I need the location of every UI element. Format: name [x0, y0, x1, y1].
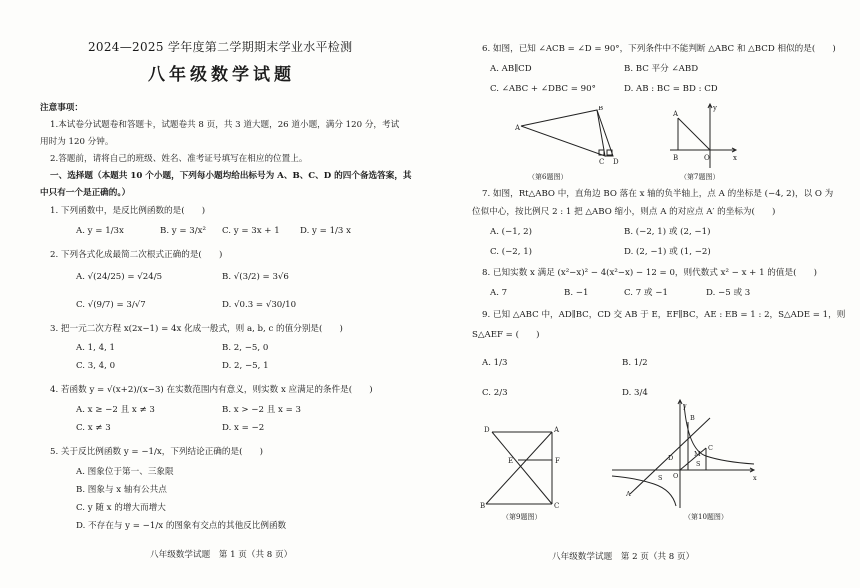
q8-option-b: B. −1 — [564, 288, 589, 298]
svg-text:x: x — [753, 474, 757, 482]
q1-option-b: B. y = 3/x² — [160, 226, 206, 236]
svg-text:B: B — [690, 414, 695, 422]
svg-text:F: F — [555, 457, 560, 465]
q7-option-a: A. (−1, 2) — [490, 227, 532, 237]
q5-option-b: B. 图象与 x 轴有公共点 — [76, 485, 167, 495]
svg-text:B: B — [480, 502, 486, 510]
svg-text:O: O — [704, 154, 710, 162]
q4-option-c: C. x ≠ 3 — [76, 423, 111, 433]
svg-text:x: x — [733, 154, 737, 162]
svg-text:S: S — [696, 460, 701, 468]
q8-option-d: D. −5 或 3 — [706, 288, 751, 298]
svg-text:y: y — [683, 402, 687, 410]
q4-option-b: B. x > −2 且 x = 3 — [222, 405, 301, 415]
svg-text:C: C — [599, 158, 605, 166]
q6-option-d: D. AB : BC = BD : CD — [624, 84, 718, 94]
q4-option-d: D. x = −2 — [222, 423, 265, 433]
q6-option-a: A. AB∥CD — [490, 64, 532, 74]
q3-option-d: D. 2, −5, 1 — [222, 361, 269, 371]
q6-option-c: C. ∠ABC + ∠DBC = 90° — [490, 84, 596, 94]
page-1 — [0, 0, 425, 588]
page-1-footer: 八年级数学试题 第 1 页（共 8 页） — [150, 550, 293, 560]
exam-header: 2024—2025 学年度第二学期期末学业水平检测 — [88, 40, 353, 54]
notice-2: 2.答题前，请将自己的班级、姓名、准考证号填写在相应的位置上。 — [50, 154, 308, 164]
svg-text:B: B — [598, 106, 604, 112]
svg-text:S: S — [658, 474, 663, 482]
figure-6-caption: （第6题图） — [528, 173, 568, 181]
q4-option-a: A. x ≥ −2 且 x ≠ 3 — [76, 405, 155, 415]
svg-text:y: y — [713, 104, 717, 112]
q5-option-a: A. 图象位于第一、三象限 — [76, 467, 174, 477]
q1-option-a: A. y = 1/3x — [76, 226, 124, 236]
page-2 — [430, 0, 860, 588]
question-4: 4. 若函数 y = √(x+2)/(x−3) 在实数范围内有意义，则实数 x 应满足的条件是( ) — [50, 385, 373, 395]
q9-option-b: B. 1/2 — [622, 358, 648, 368]
svg-text:D: D — [484, 426, 490, 434]
q9-option-a: A. 1/3 — [482, 358, 508, 368]
figure-7-caption: （第7题图） — [680, 173, 720, 181]
svg-text:M: M — [694, 450, 701, 458]
q5-option-d: D. 不存在与 y = −1/x 的图象有交点的其他反比例函数 — [76, 521, 287, 531]
section-1b: 中只有一个是正确的。） — [40, 188, 131, 198]
q9-option-d: D. 3/4 — [622, 388, 648, 398]
svg-text:C: C — [554, 502, 560, 510]
figure-10-diagram — [610, 398, 760, 510]
question-5: 5. 关于反比例函数 y = −1/x，下列结论正确的是( ) — [50, 447, 263, 457]
svg-text:A: A — [515, 124, 521, 132]
svg-text:D: D — [613, 158, 619, 166]
q8-option-a: A. 7 — [490, 288, 508, 298]
svg-text:A: A — [673, 110, 679, 118]
question-9a: 9. 已知 △ABC 中，AD∥BC，CD 交 AB 于 E，EF∥BC，AE : EB = 1 : 2，S△ADE = 1，则 — [482, 310, 846, 320]
svg-text:A: A — [554, 426, 560, 434]
svg-text:D: D — [668, 454, 674, 462]
figure-6-diagram — [515, 106, 635, 172]
section-1a: 一、选择题（本题共 10 个小题，下列每小题均给出标号为 A、B、C、D 的四个备选答案，其 — [50, 171, 412, 181]
q7-option-d: D. (2, −1) 或 (1, −2) — [624, 247, 711, 257]
q7-option-c: C. (−2, 1) — [490, 247, 533, 257]
question-9b: S△AEF = ( ) — [472, 330, 540, 340]
q1-option-d: D. y = 1/3 x — [300, 226, 351, 236]
question-3: 3. 把一元二次方程 x(2x−1) = 4x 化成一般式，则 a, b, c 的值分别是( ) — [50, 324, 343, 334]
svg-text:C: C — [708, 444, 713, 452]
question-2: 2. 下列各式化成最简二次根式正确的是( ) — [50, 250, 223, 260]
q2-option-b: B. √(3/2) = 3√6 — [222, 272, 289, 282]
svg-text:E: E — [508, 457, 514, 465]
figure-9-diagram — [480, 420, 564, 510]
q7-option-b: B. (−2, 1) 或 (2, −1) — [624, 227, 711, 237]
q1-option-c: C. y = 3x + 1 — [222, 226, 280, 236]
q3-option-a: A. 1, 4, 1 — [76, 343, 115, 353]
svg-text:A: A — [626, 490, 631, 498]
q3-option-c: C. 3, 4, 0 — [76, 361, 116, 371]
q8-option-c: C. 7 或 −1 — [624, 288, 668, 298]
q9-option-c: C. 2/3 — [482, 388, 508, 398]
figure-9-caption: （第9题图） — [502, 513, 542, 521]
question-8: 8. 已知实数 x 满足 (x²−x)² − 4(x²−x) − 12 = 0，则代数式 x² − x + 1 的值是( ) — [482, 268, 817, 278]
q2-option-a: A. √(24/25) = √24/5 — [76, 272, 163, 282]
q2-option-c: C. √(9/7) = 3/√7 — [76, 300, 146, 310]
question-1: 1. 下列函数中，是反比例函数的是( ) — [50, 206, 206, 216]
q5-option-c: C. y 随 x 的增大而增大 — [76, 503, 166, 513]
question-6: 6. 如图，已知 ∠ACB = ∠D = 90°，下列条件中不能判断 △ABC 和 △BCD 相似的是( ) — [482, 44, 836, 54]
figure-7-diagram — [670, 102, 740, 170]
notice-heading: 注意事项： — [40, 103, 83, 113]
figure-10-caption: （第10题图） — [684, 513, 728, 521]
question-7a: 7. 如图，Rt△ABO 中，直角边 BO 落在 x 轴的负半轴上，点 A 的坐标是 (−4, 2)，以 O 为 — [482, 189, 834, 199]
question-7b: 位似中心，按比例尺 2 : 1 把 △ABO 缩小，则点 A 的对应点 A′ 的坐标为( ) — [472, 207, 776, 217]
exam-title: 八年级数学试题 — [148, 65, 295, 85]
svg-text:B: B — [673, 154, 679, 162]
q3-option-b: B. 2, −5, 0 — [222, 343, 269, 353]
notice-1b: 用时为 120 分钟。 — [40, 137, 114, 147]
page-2-footer: 八年级数学试题 第 2 页（共 8 页） — [552, 552, 695, 562]
svg-text:O: O — [673, 472, 679, 480]
q6-option-b: B. BC 平分 ∠ABD — [624, 64, 699, 74]
notice-1a: 1.本试卷分试题卷和答题卡，试题卷共 8 页，共 3 道大题，26 道小题，满分 120 分，考试 — [50, 120, 400, 130]
q2-option-d: D. √0.3 = √30/10 — [222, 300, 297, 310]
